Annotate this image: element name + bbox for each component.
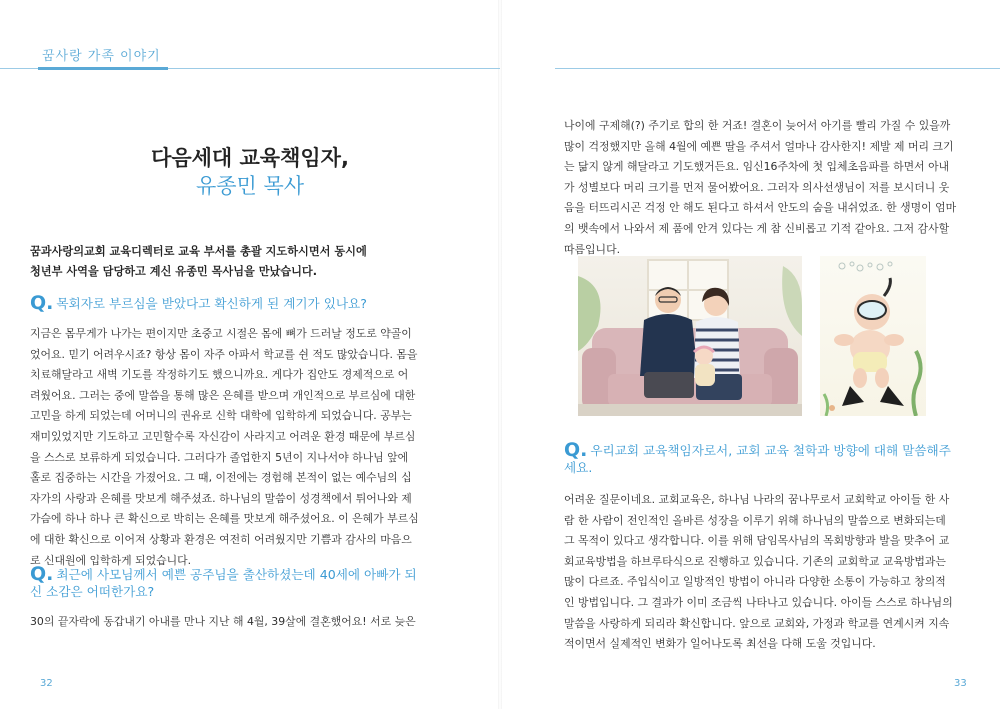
question-text: 최근에 사모님께서 예쁜 공주님을 출산하셨는데 40세에 아빠가 되 xyxy=(56,567,417,582)
answer-line: 홀로 집중하는 시간을 가졌어요. 그 때, 이전에는 경험해 본적이 없는 예수님의 십 xyxy=(30,471,412,485)
answer-line: 인 방법입니다. 그 결과가 이미 조금씩 나타나고 있습니다. 아이들 스스로 하나님의 xyxy=(564,595,953,609)
family-photo-illustration xyxy=(578,256,802,416)
question-mark: Q. xyxy=(30,292,54,314)
answer-line: 의 뱃속에서 나와서 제 품에 안겨 있다는 게 참 신비롭고 기적 같아요. 그저 감사할 xyxy=(564,221,950,235)
question-2 xyxy=(30,563,475,600)
answer-2-start xyxy=(30,612,475,633)
family-photo xyxy=(578,256,802,416)
lead-paragraph xyxy=(30,242,470,282)
answer-line: 고민을 하게 되었는데 어머니의 권유로 신학 대학에 입학하게 되었습니다. 공부는 xyxy=(30,409,412,423)
header-rule-accent xyxy=(38,67,168,70)
answer-line: 음을 터뜨리시곤 걱정 안 해도 된다고 하셔서 안도의 숨을 내쉬었죠. 한 생명이 엄마 xyxy=(564,201,957,215)
answer-line: 많이 걱정했지만 올해 4월에 예쁜 딸을 주셔서 얼마나 감사한지! 제발 제 머리 크기 xyxy=(564,139,954,153)
answer-line: 려웠어요. 그러는 중에 말씀을 통해 많은 은혜를 받으며 개인적으로 부르심에 대한 xyxy=(30,388,416,402)
question-text: 우리교회 교육책임자로서, 교회 교육 철학과 방향에 대해 말씀해주 xyxy=(590,443,951,458)
question-mark: Q. xyxy=(564,439,588,461)
article-subtitle: 유종민 목사 xyxy=(195,174,305,198)
question-text: 신 소감은 어떠한가요? xyxy=(30,584,155,599)
page-number-right: 33 xyxy=(954,678,967,689)
question-1 xyxy=(30,292,470,314)
question-3 xyxy=(564,439,974,476)
baby-photo-illustration xyxy=(820,256,926,416)
baby-snorkel-photo xyxy=(820,256,926,416)
section-label: 꿈사랑 가족 이야기 xyxy=(42,49,161,64)
answer-line: 로 신대원에 입학하게 되었습니다. xyxy=(30,553,192,567)
answer-line: 따름입니다. xyxy=(564,242,621,256)
answer-2-continued xyxy=(564,116,974,260)
answer-line: 지금은 몸무게가 나가는 편이지만 초중고 시절은 몸에 뼈가 드러날 정도로 약골이 xyxy=(30,327,412,340)
article-title: 다음세대 교육책임자, xyxy=(151,146,349,170)
question-text: 목회자로 부르심을 받았다고 확신하게 된 계기가 있나요? xyxy=(56,296,367,311)
page-number-left: 32 xyxy=(40,678,53,689)
answer-line: 었어요. 믿기 어려우시죠? 항상 몸이 자주 아파서 학교를 쉰 적도 많았습니다. 몸을 xyxy=(30,347,418,361)
answer-line: 는 닮지 않게 해달라고 기도했거든요. 임신16주차에 첫 입체초음파를 하면서 아내 xyxy=(564,160,950,174)
answer-line: 많이 다르죠. 주입식이고 일방적인 방법이 아니라 다양한 소통이 가능하고 창의적 xyxy=(564,575,946,589)
answer-line: 그 목적이 있다고 생각합니다. 이를 위해 담임목사님의 목회방향과 발을 맞추어 교 xyxy=(564,534,950,548)
header-rule xyxy=(555,68,1000,69)
answer-line: 람 한 사람이 전인적인 올바른 성장을 이루기 위해 하나님의 말씀으로 변화되는데 xyxy=(564,513,946,527)
answer-1 xyxy=(30,324,475,571)
answer-line: 어려운 질문이네요. 교회교육은, 하나님 나라의 꿈나무로서 교회학교 아이들 한 사 xyxy=(564,493,950,506)
answer-line: 말씀을 사랑하게 되리라 확신합니다. 앞으로 교회와, 가정과 학교를 연계시켜 지속 xyxy=(564,616,950,630)
lead-line: 꿈과사랑의교회 교육디렉터로 교육 부서를 총괄 지도하시면서 동시에 xyxy=(30,245,367,258)
answer-line: 30의 끝자락에 동갑내기 아내를 만나 지난 해 4월, 39살에 결혼했어요! 서로 늦은 xyxy=(30,615,416,628)
answer-line: 에 대한 확신으로 이어져 상황과 환경은 여전히 어려웠지만 기쁨과 감사의 마음으 xyxy=(30,532,412,546)
question-text: 세요. xyxy=(564,460,593,475)
answer-line: 나이에 구제해(?) 주기로 합의 한 거죠! 결혼이 늦어서 아기를 빨리 가질 수 있을까 xyxy=(564,119,951,132)
answer-line: 자가의 사랑과 은혜를 맛보게 해주셨죠. 하나님의 말씀이 성경책에서 튀어나와 제 xyxy=(30,491,412,505)
answer-line: 적이면서 실제적인 변화가 일어나도록 최선을 다해 도울 것입니다. xyxy=(564,637,876,651)
answer-line: 을 스스로 보류하게 되었습니다. 그러다가 졸업한지 5년이 지나서야 하나님 앞에 xyxy=(30,450,409,464)
answer-line: 치료해달라고 새벽 기도를 작정하기도 했으니까요. 게다가 집안도 경제적으로 어 xyxy=(30,368,409,382)
right-page xyxy=(500,0,1000,709)
lead-line: 청년부 사역을 담당하고 계신 유종민 목사님을 만났습니다. xyxy=(30,265,317,278)
answer-line: 가슴에 하나 하나 큰 확신으로 박히는 은혜를 맛보게 해주셨어요. 이 은혜가 부르심 xyxy=(30,512,419,526)
question-mark: Q. xyxy=(30,563,54,585)
answer-3 xyxy=(564,490,974,655)
answer-line: 회교육방법을 하브루타식으로 진행하고 있습니다. 기존의 교회학교 교육방법과는 xyxy=(564,554,946,568)
answer-line: 재미있었지만 기도하고 고민할수록 자신감이 사라지고 어려운 환경 때문에 부르심 xyxy=(30,429,416,443)
answer-line: 가 성별보다 머리 크기를 먼저 물어봤어요. 그러자 의사선생님이 저를 보시더니 웃 xyxy=(564,180,950,194)
